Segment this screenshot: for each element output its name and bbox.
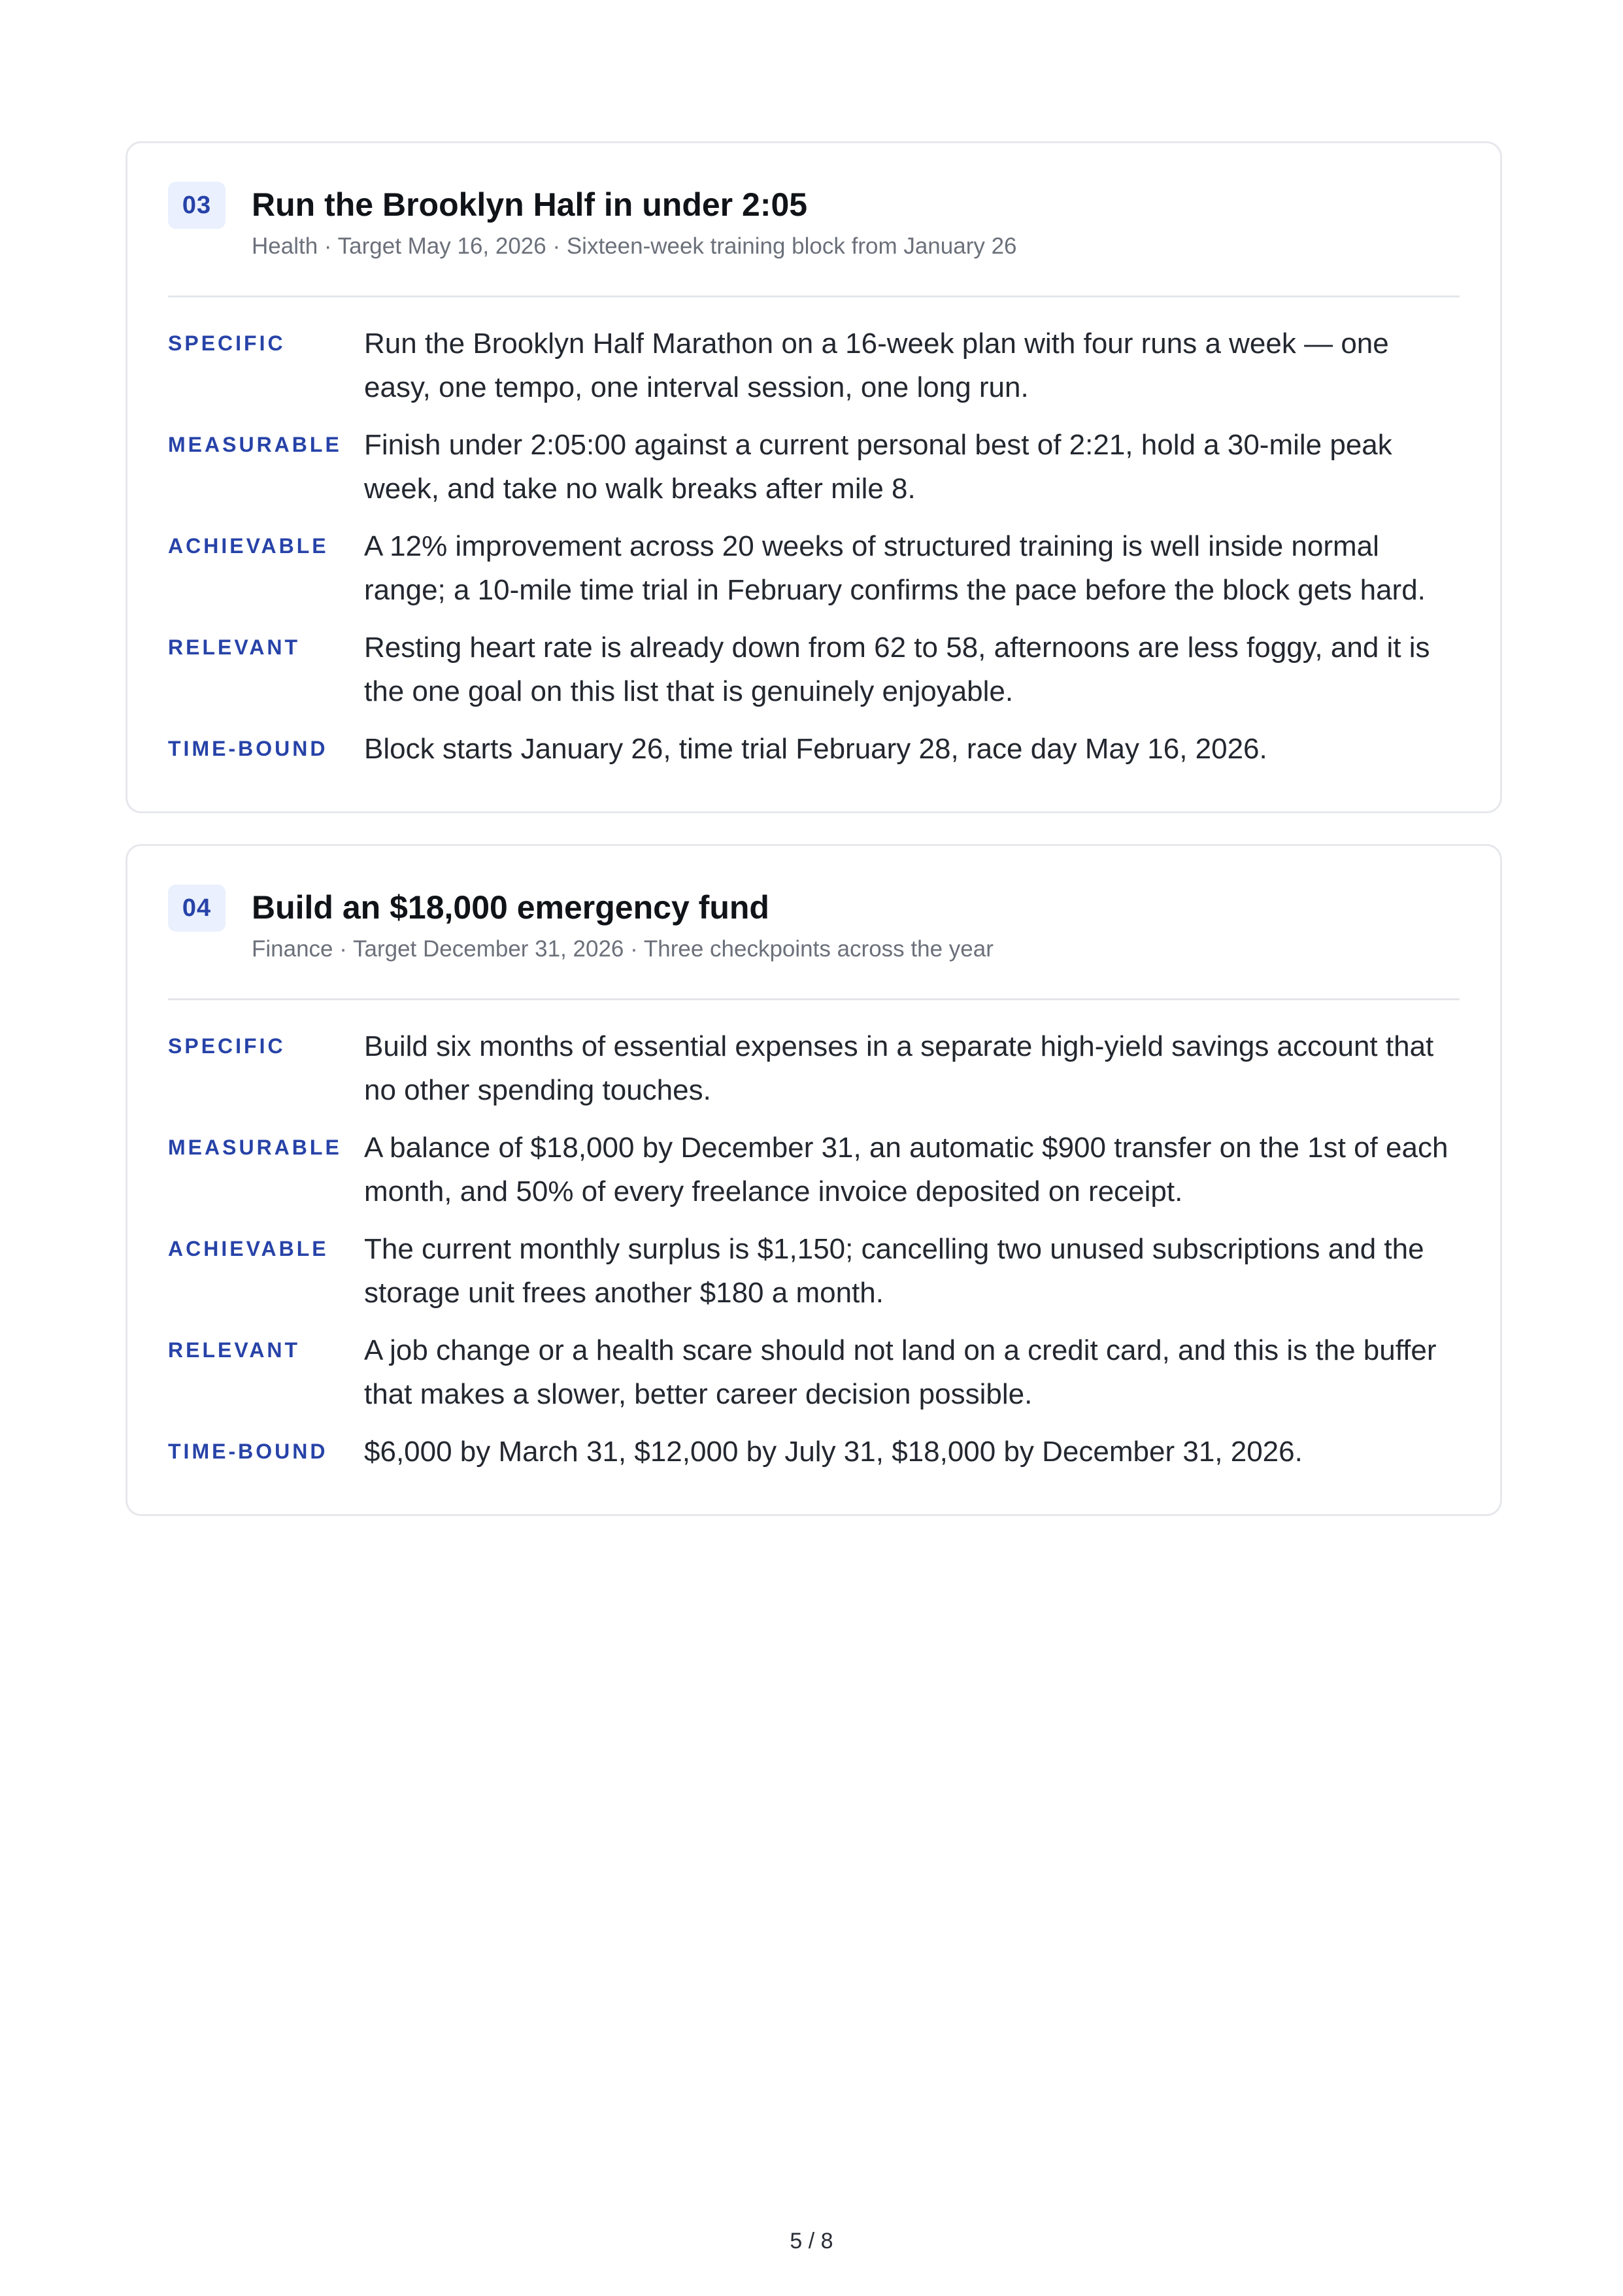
criterion-row-relevant [168,1328,1460,1416]
goal-card [125,141,1502,813]
criterion-row-achievable [168,524,1460,612]
criterion-row-time-bound [168,727,1460,771]
goal-number-badge: 03 [168,182,226,229]
criterion-text: A job change or a health scare should not land on a credit card, and this is the buffer that makes a slower, better career decision possible. [364,1334,1437,1410]
goal-title: Build an $18,000 emergency fund [252,889,769,926]
criterion-text: Finish under 2:05:00 against a current personal best of 2:21, hold a 30-mile peak week, and take no walk breaks after mile 8. [364,429,1392,505]
goal-header [168,846,1460,1000]
criterion-text: A 12% improvement across 20 weeks of structured training is well inside normal range; a 10-mile time trial in February confirms the pace before the block gets hard. [364,530,1426,606]
goal-number-badge: 04 [168,885,226,932]
criterion-text: $6,000 by March 31, $12,000 by July 31, $18,000 by December 31, 2026. [364,1436,1303,1468]
criterion-row-measurable [168,423,1460,511]
criterion-row-specific [168,1024,1460,1112]
criterion-label: MEASURABLE [168,1136,342,1159]
smart-criteria-list [168,297,1460,771]
goal-header [168,143,1460,297]
criterion-label: ACHIEVABLE [168,534,329,558]
goal-title: Run the Brooklyn Half in under 2:05 [252,186,808,223]
goal-meta: Finance · Target December 31, 2026 · Three checkpoints across the year [252,936,994,962]
criterion-text: Build six months of essential expenses in a separate high-yield savings account that no other spending touches. [364,1030,1434,1106]
smart-criteria-list [168,1000,1460,1474]
criterion-label: ACHIEVABLE [168,1237,329,1260]
criterion-row-time-bound [168,1430,1460,1474]
criterion-label: RELEVANT [168,635,301,659]
criterion-row-specific [168,322,1460,409]
criterion-label: RELEVANT [168,1338,301,1362]
criterion-label: SPECIFIC [168,331,286,355]
criterion-text: Run the Brooklyn Half Marathon on a 16-week plan with four runs a week — one easy, one tempo, one interval session, one long run. [364,328,1389,403]
criterion-label: MEASURABLE [168,433,342,456]
criterion-row-achievable [168,1227,1460,1315]
page-number: 5 / 8 [790,2229,833,2254]
criterion-text: A balance of $18,000 by December 31, an automatic $900 transfer on the 1st of each month, and 50% of every freelance invoice deposited on receipt. [364,1132,1448,1207]
goal-card [125,844,1502,1516]
criterion-label: TIME-BOUND [168,1440,328,1463]
criterion-text: Resting heart rate is already down from 62 to 58, afternoons are less foggy, and it is the one goal on this list that is genuinely enjoyable. [364,632,1430,707]
criterion-label: TIME-BOUND [168,737,328,760]
criterion-label: SPECIFIC [168,1034,286,1058]
criterion-text: The current monthly surplus is $1,150; cancelling two unused subscriptions and the storage unit frees another $180 a month. [364,1233,1424,1309]
goal-meta: Health · Target May 16, 2026 · Sixteen-week training block from January 26 [252,233,1017,259]
criterion-text: Block starts January 26, time trial February 28, race day May 16, 2026. [364,733,1267,765]
criterion-row-relevant [168,626,1460,713]
criterion-row-measurable [168,1126,1460,1213]
